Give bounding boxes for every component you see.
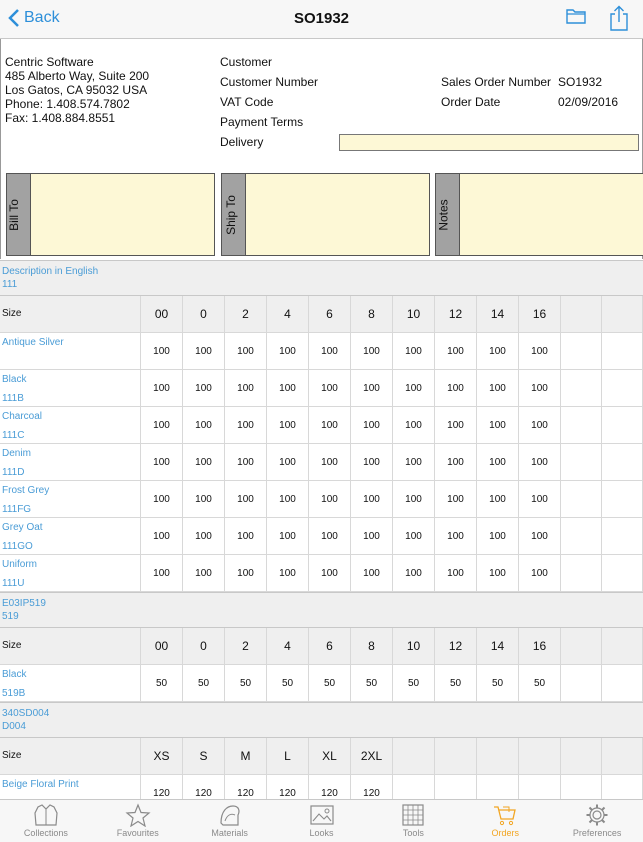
quantity-cell[interactable]: 100	[225, 407, 267, 443]
company-name: Centric Software	[5, 55, 94, 69]
color-label: Black	[2, 374, 27, 385]
tab-tools[interactable]	[367, 800, 459, 842]
quantity-cell[interactable]: 50	[225, 665, 267, 701]
size-header-cell: 14	[477, 296, 519, 332]
quantity-cell[interactable]: 100	[141, 444, 183, 480]
company-fax: Fax: 1.408.884.8551	[5, 111, 116, 125]
group-code: 111	[2, 279, 18, 290]
quantity-cell[interactable]: 100	[309, 481, 351, 517]
quantity-cell[interactable]: 100	[309, 518, 351, 554]
tab-label: Looks	[309, 828, 334, 838]
quantity-cell[interactable]: 100	[351, 444, 393, 480]
quantity-cell[interactable]: 100	[477, 333, 519, 369]
quantity-cell[interactable]: 50	[393, 665, 435, 701]
quantity-cell[interactable]: 100	[183, 370, 225, 406]
quantity-cell[interactable]	[561, 370, 602, 406]
customer-number-label: Customer Number	[220, 75, 319, 89]
size-row	[0, 628, 643, 665]
quantity-cell[interactable]: 100	[351, 518, 393, 554]
size-label: Size	[0, 628, 141, 664]
quantity-cell[interactable]: 100	[477, 518, 519, 554]
group-title: 340SD004	[2, 708, 50, 719]
size-header-cell	[561, 296, 602, 332]
notes-panel[interactable]	[435, 173, 643, 256]
size-header-cell: 00	[141, 628, 183, 664]
gear-icon	[584, 803, 610, 827]
quantity-cell[interactable]: 100	[393, 481, 435, 517]
tab-label: Favourites	[116, 828, 159, 838]
quantity-cell[interactable]: 100	[519, 481, 561, 517]
back-label: Back	[24, 9, 60, 26]
size-header-cell	[393, 738, 435, 774]
size-header-cell	[561, 738, 602, 774]
size-header-cell: 0	[183, 628, 225, 664]
quantity-cell[interactable]: 120	[309, 775, 351, 811]
table-row	[0, 370, 643, 407]
size-header-cell: 10	[393, 628, 435, 664]
table-row	[0, 665, 643, 702]
company-address2: Los Gatos, CA 95032 USA	[5, 83, 148, 97]
color-name[interactable]	[0, 481, 141, 517]
quantity-cell[interactable]: 100	[267, 555, 309, 591]
quantity-cell[interactable]	[602, 407, 643, 443]
delivery-label: Delivery	[220, 135, 264, 149]
quantity-cell[interactable]: 100	[225, 518, 267, 554]
table-row	[0, 407, 643, 444]
quantity-cell[interactable]	[561, 481, 602, 517]
tab-preferences[interactable]	[551, 800, 643, 842]
company-phone: Phone: 1.408.574.7802	[5, 97, 130, 111]
quantity-cell[interactable]: 100	[435, 444, 477, 480]
quantity-cell[interactable]: 100	[519, 444, 561, 480]
color-label: Grey Oat	[2, 522, 43, 533]
tab-materials[interactable]	[184, 800, 276, 842]
quantity-cell[interactable]: 100	[225, 333, 267, 369]
size-header-cell: 8	[351, 628, 393, 664]
quantity-cell[interactable]: 100	[519, 370, 561, 406]
quantity-cell[interactable]: 100	[351, 481, 393, 517]
color-code: 111GO	[2, 541, 33, 552]
table-row	[0, 555, 643, 592]
quantity-cell[interactable]: 100	[309, 555, 351, 591]
group-header[interactable]	[0, 592, 643, 628]
quantity-cell[interactable]: 100	[351, 555, 393, 591]
company-address1: 485 Alberto Way, Suite 200	[5, 69, 150, 83]
customer-label: Customer	[220, 55, 273, 69]
quantity-cell[interactable]: 50	[267, 665, 309, 701]
quantity-cell[interactable]: 100	[477, 407, 519, 443]
size-header-cell: 16	[519, 296, 561, 332]
quantity-cell[interactable]: 100	[141, 370, 183, 406]
size-header-cell: L	[267, 738, 309, 774]
quantity-cell[interactable]: 120	[141, 775, 183, 811]
size-header-cell	[602, 296, 643, 332]
sales-order-number-value: SO1932	[558, 75, 603, 89]
size-header-cell: M	[225, 738, 267, 774]
quantity-cell[interactable]: 100	[267, 370, 309, 406]
quantity-cell[interactable]: 100	[267, 518, 309, 554]
quantity-cell[interactable]: 100	[351, 333, 393, 369]
quantity-cell[interactable]	[602, 370, 643, 406]
order-date-value: 02/09/2016	[558, 95, 619, 109]
share-icon	[610, 5, 628, 31]
tab-favourites[interactable]	[92, 800, 184, 842]
color-name[interactable]	[0, 370, 141, 406]
quantity-cell[interactable]: 50	[435, 665, 477, 701]
nav-bar	[0, 0, 643, 39]
quantity-cell[interactable]: 100	[267, 333, 309, 369]
share-button[interactable]	[610, 5, 628, 36]
quantity-cell[interactable]	[561, 444, 602, 480]
quantity-cell[interactable]: 100	[393, 407, 435, 443]
quantity-cell[interactable]: 50	[519, 665, 561, 701]
ship-to-panel[interactable]	[221, 173, 430, 256]
quantity-cell[interactable]: 100	[309, 370, 351, 406]
quantity-cell[interactable]: 100	[141, 481, 183, 517]
quantity-cell[interactable]	[561, 518, 602, 554]
table-row	[0, 481, 643, 518]
color-label: Antique Silver	[2, 337, 64, 348]
table-row	[0, 518, 643, 555]
quantity-cell[interactable]	[602, 333, 643, 369]
quantity-cell[interactable]: 100	[435, 518, 477, 554]
size-header-cell	[435, 738, 477, 774]
quantity-cell[interactable]: 100	[519, 555, 561, 591]
size-header-cell: 00	[141, 296, 183, 332]
tab-label: Preferences	[572, 828, 622, 838]
company-address	[5, 55, 149, 125]
quantity-cell[interactable]: 100	[141, 555, 183, 591]
bill-to-label: Bill To	[6, 199, 21, 231]
order-date-label: Order Date	[441, 95, 501, 109]
group-header[interactable]	[0, 702, 643, 738]
quantity-cell[interactable]	[561, 555, 602, 591]
quantity-cell[interactable]: 100	[435, 333, 477, 369]
size-header-cell	[561, 628, 602, 664]
color-label: Black	[2, 669, 27, 680]
color-code: 111U	[2, 578, 25, 589]
image-icon	[309, 803, 335, 827]
quantity-cell[interactable]: 50	[477, 665, 519, 701]
sales-order-number-label: Sales Order Number	[441, 75, 552, 89]
quantity-cell[interactable]: 100	[351, 407, 393, 443]
size-header-cell: 4	[267, 628, 309, 664]
quantity-cell[interactable]: 120	[351, 775, 393, 811]
size-header-cell: 4	[267, 296, 309, 332]
quantity-cell[interactable]: 100	[393, 444, 435, 480]
quantity-cell[interactable]: 100	[435, 370, 477, 406]
quantity-cell[interactable]	[602, 555, 643, 591]
quantity-cell[interactable]: 100	[141, 333, 183, 369]
quantity-cell[interactable]: 100	[183, 333, 225, 369]
notes-label: Notes	[436, 199, 451, 231]
color-label: Frost Grey	[2, 485, 50, 496]
size-header-cell	[519, 738, 561, 774]
quantity-cell[interactable]	[561, 333, 602, 369]
color-name[interactable]	[0, 665, 141, 701]
size-header-cell: 16	[519, 628, 561, 664]
size-row	[0, 296, 643, 333]
vat-code-label: VAT Code	[220, 95, 274, 109]
quantity-cell[interactable]: 120	[225, 775, 267, 811]
quantity-cell[interactable]: 100	[225, 444, 267, 480]
quantity-cell[interactable]	[561, 407, 602, 443]
group-header[interactable]	[0, 260, 643, 296]
color-name[interactable]	[0, 518, 141, 554]
grid-icon	[400, 803, 426, 827]
star-icon	[125, 803, 151, 827]
delivery-field[interactable]	[339, 134, 639, 151]
size-header-cell	[602, 738, 643, 774]
folder-icon	[566, 8, 586, 24]
quantity-cell[interactable]: 100	[183, 481, 225, 517]
group-title: Description in English	[2, 266, 99, 277]
ship-to-label: Ship To	[223, 195, 238, 235]
color-label: Denim	[2, 448, 31, 459]
color-name[interactable]	[0, 333, 141, 369]
fabric-icon	[217, 803, 243, 827]
order-header	[0, 39, 643, 259]
folder-button[interactable]	[566, 8, 586, 29]
quantity-cell[interactable]	[602, 481, 643, 517]
size-header-cell: 14	[477, 628, 519, 664]
quantity-cell[interactable]: 50	[309, 665, 351, 701]
group-code: 519	[2, 611, 19, 622]
group-code: D004	[2, 721, 26, 732]
quantity-cell[interactable]: 50	[351, 665, 393, 701]
size-header-cell: 12	[435, 628, 477, 664]
size-header-cell: 6	[309, 296, 351, 332]
quantity-cell[interactable]: 100	[519, 407, 561, 443]
tab-looks[interactable]	[276, 800, 368, 842]
quantity-cell[interactable]: 100	[267, 481, 309, 517]
quantity-cell[interactable]	[561, 665, 602, 701]
color-code: 519B	[2, 688, 26, 699]
quantity-cell[interactable]: 100	[225, 370, 267, 406]
quantity-cell[interactable]: 100	[477, 444, 519, 480]
quantity-cell[interactable]: 100	[435, 481, 477, 517]
quantity-cell[interactable]: 100	[477, 555, 519, 591]
quantity-cell[interactable]: 100	[393, 370, 435, 406]
tab-collections[interactable]	[0, 800, 92, 842]
tab-label: Collections	[23, 828, 68, 838]
quantity-cell[interactable]: 100	[519, 333, 561, 369]
color-name[interactable]	[0, 444, 141, 480]
jacket-icon	[33, 803, 59, 827]
quantity-cell[interactable]: 100	[309, 444, 351, 480]
tab-orders[interactable]	[459, 800, 551, 842]
color-name[interactable]	[0, 407, 141, 443]
table-row	[0, 444, 643, 481]
size-header-cell: 2	[225, 628, 267, 664]
quantity-cell[interactable]: 100	[519, 518, 561, 554]
color-code: 111D	[2, 467, 25, 478]
tab-bar	[0, 799, 643, 842]
quantity-cell[interactable]	[602, 665, 643, 701]
color-label: Uniform	[2, 559, 38, 570]
quantity-cell[interactable]: 100	[141, 407, 183, 443]
bill-to-panel[interactable]	[6, 173, 215, 256]
color-code: 111C	[2, 430, 25, 441]
size-row	[0, 738, 643, 775]
color-label: Charcoal	[2, 411, 43, 422]
size-header-cell: 2XL	[351, 738, 393, 774]
quantity-cell[interactable]: 100	[393, 333, 435, 369]
color-label: Beige Floral Print	[2, 779, 79, 790]
quantity-cell[interactable]: 50	[183, 665, 225, 701]
quantity-cell[interactable]: 100	[477, 370, 519, 406]
color-code: 111B	[2, 393, 24, 404]
size-header-cell: 0	[183, 296, 225, 332]
quantity-cell[interactable]: 120	[183, 775, 225, 811]
quantity-cell[interactable]: 120	[267, 775, 309, 811]
cart-icon	[492, 803, 518, 827]
tab-label: Orders	[491, 828, 519, 838]
tab-label: Materials	[211, 828, 248, 838]
page-title: SO1932	[293, 10, 350, 27]
quantity-cell[interactable]: 100	[351, 370, 393, 406]
size-header-cell: 8	[351, 296, 393, 332]
quantity-cell[interactable]: 50	[141, 665, 183, 701]
color-code: 111FG	[2, 504, 32, 515]
quantity-cell[interactable]: 100	[393, 518, 435, 554]
size-header-cell: 10	[393, 296, 435, 332]
quantity-cell[interactable]	[602, 444, 643, 480]
quantity-cell[interactable]: 100	[267, 407, 309, 443]
order-lines	[0, 260, 643, 812]
quantity-cell[interactable]: 100	[309, 333, 351, 369]
table-row	[0, 333, 643, 370]
group-title: E03IP519	[2, 598, 46, 609]
size-label: Size	[0, 738, 141, 774]
quantity-cell[interactable]: 100	[225, 555, 267, 591]
quantity-cell[interactable]: 100	[183, 407, 225, 443]
size-header-cell: XL	[309, 738, 351, 774]
quantity-cell[interactable]: 100	[183, 518, 225, 554]
size-header-cell	[477, 738, 519, 774]
quantity-cell[interactable]: 100	[183, 444, 225, 480]
quantity-cell[interactable]: 100	[435, 555, 477, 591]
quantity-cell[interactable]: 100	[393, 555, 435, 591]
tab-label: Tools	[402, 828, 424, 838]
size-header-cell	[602, 628, 643, 664]
quantity-cell[interactable]: 100	[267, 444, 309, 480]
quantity-cell[interactable]: 100	[435, 407, 477, 443]
quantity-cell[interactable]: 100	[309, 407, 351, 443]
size-header-cell: XS	[141, 738, 183, 774]
color-name[interactable]	[0, 555, 141, 591]
size-label: Size	[0, 296, 141, 332]
quantity-cell[interactable]: 100	[225, 481, 267, 517]
size-header-cell: 12	[435, 296, 477, 332]
payment-terms-label: Payment Terms	[220, 115, 304, 129]
size-header-cell: 6	[309, 628, 351, 664]
size-header-cell: S	[183, 738, 225, 774]
quantity-cell[interactable]	[602, 518, 643, 554]
quantity-cell[interactable]: 100	[477, 481, 519, 517]
size-header-cell: 2	[225, 296, 267, 332]
quantity-cell[interactable]: 100	[183, 555, 225, 591]
quantity-cell[interactable]: 100	[141, 518, 183, 554]
